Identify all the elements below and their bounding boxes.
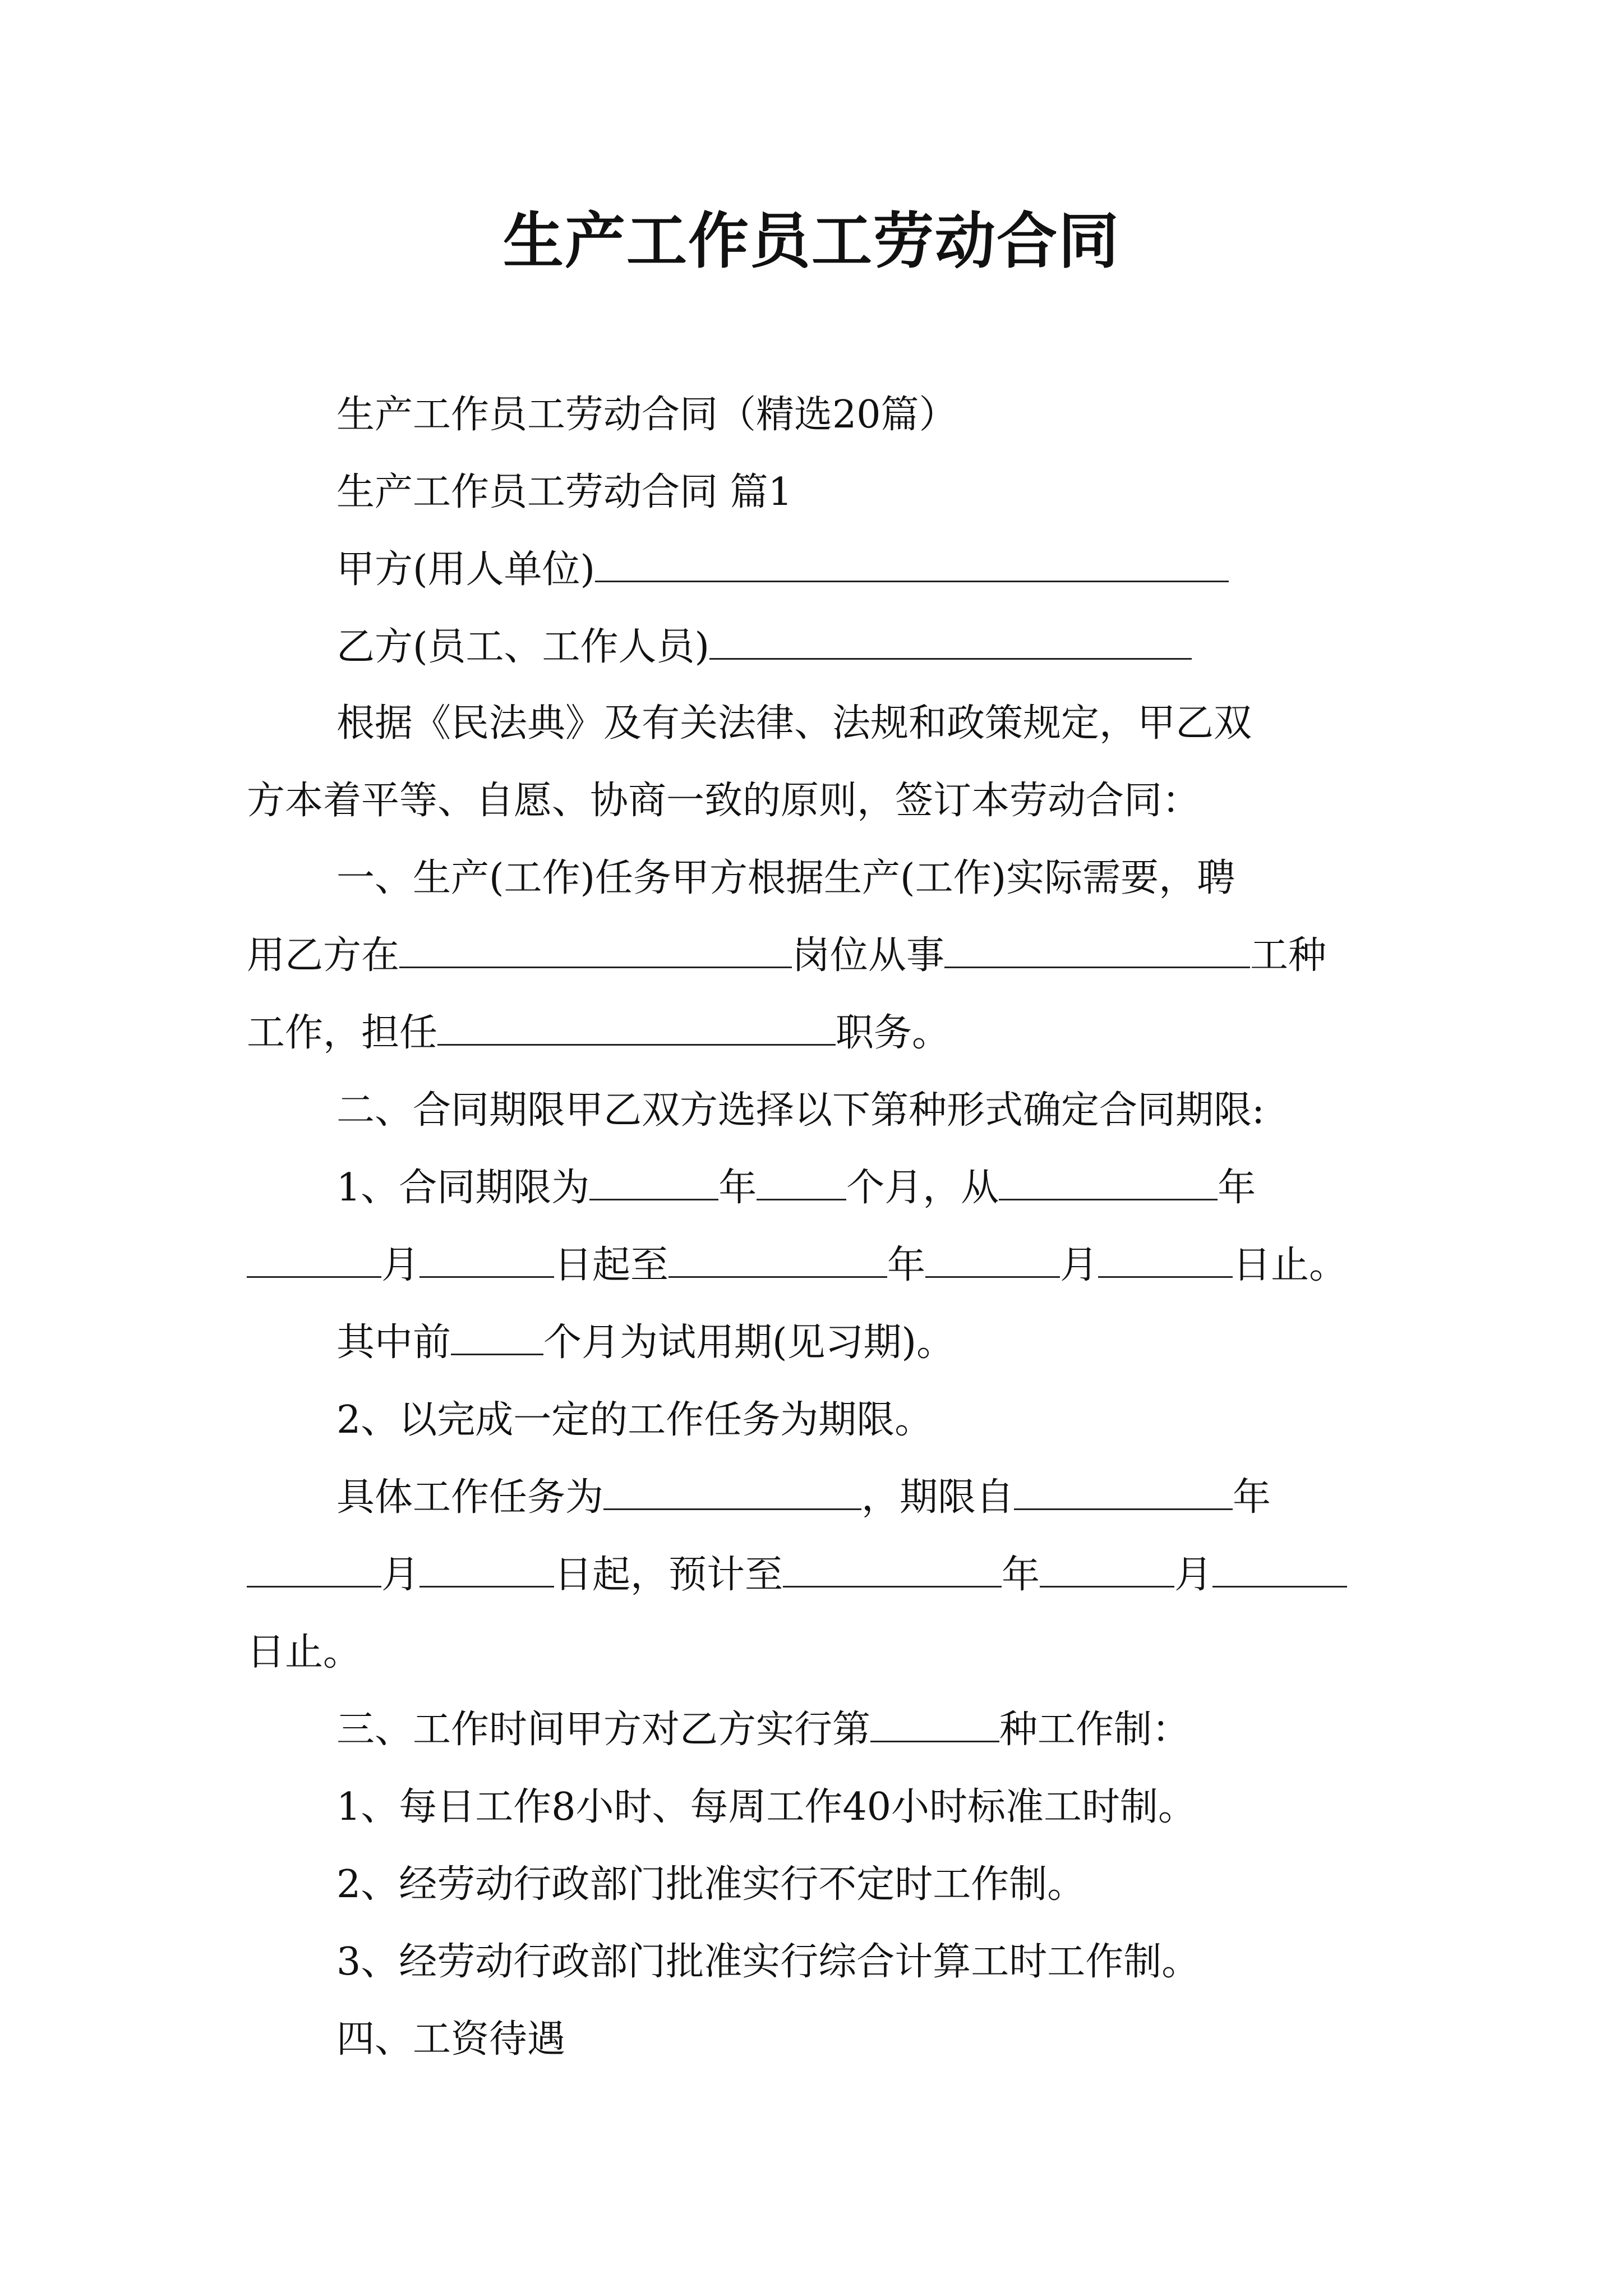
- text-fragment: 岗位从事: [792, 933, 945, 978]
- party-b-line: [336, 619, 1192, 675]
- text-fragment: 日止。: [1233, 1243, 1348, 1287]
- party-a-line: [336, 542, 1229, 598]
- text-fragment: 职务。: [836, 1011, 951, 1055]
- position-blank[interactable]: [399, 930, 792, 968]
- section1-line-3: [247, 1005, 950, 1061]
- task-start-year-blank[interactable]: [1014, 1471, 1233, 1510]
- task-end-year-blank[interactable]: [783, 1549, 1002, 1588]
- task-end-day-blank[interactable]: [1212, 1549, 1347, 1588]
- task-blank[interactable]: [603, 1471, 861, 1510]
- party-a-blank[interactable]: [595, 544, 1229, 582]
- section2-item2: 2、以完成一定的工作任务为期限。: [336, 1398, 933, 1442]
- work-system-blank[interactable]: [870, 1704, 999, 1742]
- start-day-blank[interactable]: [419, 1239, 554, 1278]
- intro-line-1: 根据《民法典》及有关法律、法规和政策规定，甲乙双: [336, 701, 1252, 746]
- task-line-2: [247, 1547, 1347, 1603]
- text-fragment: 种工作制：: [999, 1708, 1191, 1752]
- text-fragment: 其中前: [336, 1320, 451, 1365]
- text-fragment: 个月，从: [846, 1166, 999, 1210]
- text-fragment: 月: [1174, 1553, 1213, 1597]
- text-fragment: 年: [1002, 1553, 1040, 1597]
- duty-blank[interactable]: [437, 1007, 836, 1046]
- text-fragment: 月: [381, 1243, 420, 1287]
- months-blank[interactable]: [757, 1162, 846, 1200]
- start-month-blank[interactable]: [247, 1239, 381, 1278]
- text-fragment: 三、工作时间甲方对乙方实行第: [336, 1708, 871, 1752]
- section2-item1-line-2: [247, 1237, 1347, 1294]
- text-fragment: 日起至: [554, 1243, 669, 1287]
- intro-line-2: 方本着平等、自愿、协商一致的原则，签订本劳动合同：: [247, 779, 1201, 823]
- text-fragment: 具体工作任务为: [336, 1475, 604, 1520]
- text-fragment: 1、合同期限为: [336, 1166, 590, 1210]
- section1-line-2: [247, 928, 1326, 984]
- task-start-month-blank[interactable]: [247, 1549, 381, 1588]
- party-b-blank[interactable]: [709, 621, 1192, 660]
- probation-months-blank[interactable]: [451, 1317, 543, 1355]
- text-fragment: 年: [1218, 1166, 1256, 1210]
- section2-heading: 二、合同期限甲乙双方选择以下第种形式确定合同期限:: [336, 1088, 1265, 1133]
- section3-item2: 2、经劳动行政部门批准实行不定时工作制。: [336, 1862, 1086, 1907]
- text-fragment: 用乙方在: [247, 933, 400, 978]
- work-type-blank[interactable]: [944, 930, 1250, 968]
- text-fragment: 工种: [1250, 933, 1327, 978]
- section-heading: 生产工作员工劳动合同 篇1: [336, 470, 792, 514]
- text-fragment: ，期限自: [861, 1475, 1015, 1520]
- text-fragment: 日起，预计至: [554, 1553, 783, 1597]
- document-title: 生产工作员工劳动合同: [502, 206, 1120, 277]
- section1-line-1: 一、生产(工作)任务甲方根据生产(工作)实际需要，聘: [336, 856, 1235, 900]
- party-a-label: 甲方(用人单位): [336, 547, 596, 592]
- text-fragment: 年: [887, 1243, 926, 1287]
- task-line-3: 日止。: [247, 1630, 362, 1674]
- end-year-blank[interactable]: [668, 1239, 887, 1278]
- section3-item3: 3、经劳动行政部门批准实行综合计算工时工作制。: [336, 1940, 1200, 1984]
- end-day-blank[interactable]: [1098, 1239, 1233, 1278]
- text-fragment: 月: [381, 1553, 420, 1597]
- text-fragment: 月: [1060, 1243, 1099, 1287]
- task-end-month-blank[interactable]: [1040, 1549, 1174, 1588]
- section4-heading: 四、工资待遇: [336, 2017, 566, 2062]
- section2-item1-line-1: [336, 1160, 1256, 1216]
- task-line-1: [336, 1470, 1271, 1526]
- end-month-blank[interactable]: [925, 1239, 1060, 1278]
- years-blank[interactable]: [589, 1162, 718, 1200]
- document-subtitle: 生产工作员工劳动合同（精选20篇）: [336, 393, 957, 437]
- section3-heading: [336, 1702, 1190, 1758]
- text-fragment: 年: [1233, 1475, 1271, 1520]
- text-fragment: 年: [718, 1166, 757, 1210]
- section3-item1: 1、每日工作8小时、每周工作40小时标准工时制。: [336, 1785, 1197, 1829]
- start-year-blank[interactable]: [999, 1162, 1218, 1200]
- probation-line: [336, 1315, 955, 1371]
- task-start-day-blank[interactable]: [419, 1549, 554, 1588]
- text-fragment: 个月为试用期(见习期)。: [543, 1320, 955, 1365]
- party-b-label: 乙方(员工、工作人员): [336, 625, 710, 669]
- text-fragment: 工作，担任: [247, 1011, 438, 1055]
